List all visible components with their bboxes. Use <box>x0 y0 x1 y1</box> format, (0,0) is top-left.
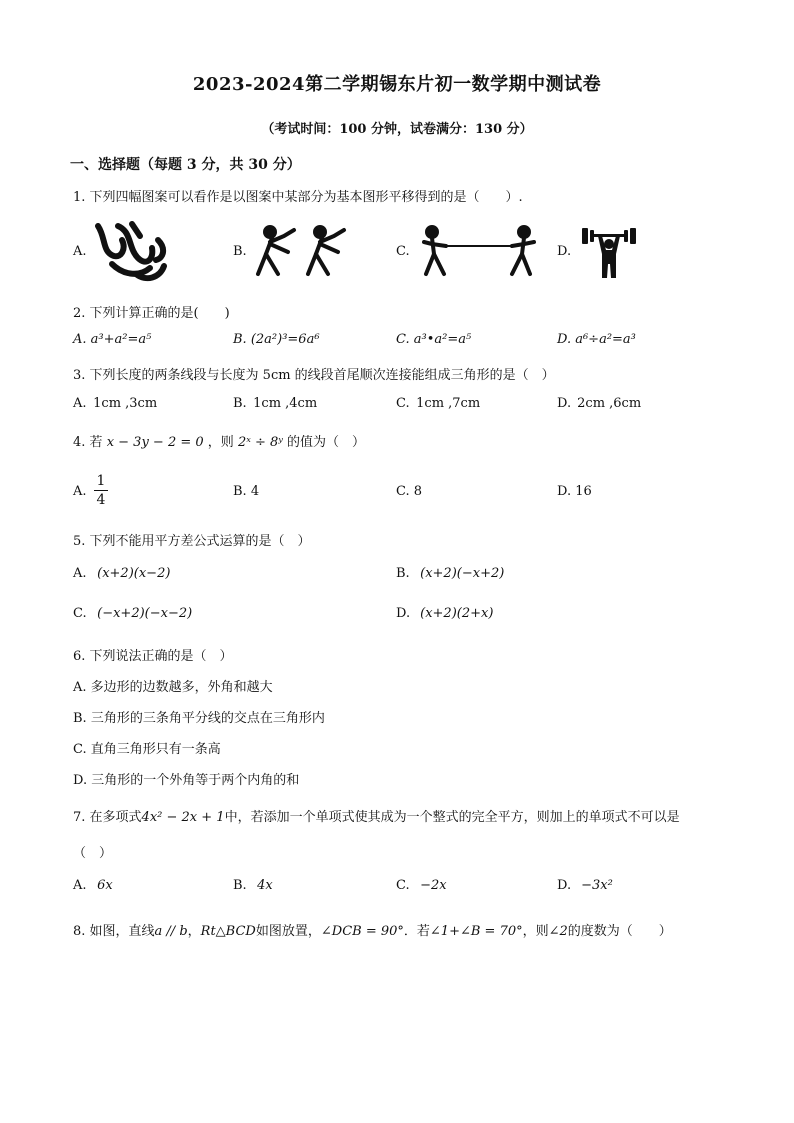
q7-option-c-expr: −2x <box>420 878 447 893</box>
q3-option-d <box>557 396 641 411</box>
q7-option-d-expr: −3x² <box>581 878 613 893</box>
q8-parallel-lines: a // b <box>154 924 188 939</box>
wave-pattern-icon <box>92 218 170 284</box>
q7-option-b <box>233 878 273 893</box>
q4-option-c-label: C. <box>396 484 410 499</box>
q7-option-a-label: A. <box>73 878 87 893</box>
q3-option-b <box>233 396 317 411</box>
q5-option-b-label: B. <box>396 566 410 581</box>
q6-option-b: B. 三角形的三条角平分线的交点在三角形内 <box>73 711 325 726</box>
q5-option-a-label: A. <box>73 566 87 581</box>
q5-option-d-label: D. <box>396 606 411 621</box>
q7-option-b-expr: 4x <box>257 878 273 893</box>
q3-option-b-label: B. <box>233 396 247 411</box>
fraction-denominator: 4 <box>96 492 106 508</box>
q7-option-c-label: C. <box>396 878 410 893</box>
q5-option-b-expr: (x+2)(−x+2) <box>420 566 505 581</box>
q3-option-a-text: 1cm ,3cm <box>93 396 158 411</box>
q5-option-c-label: C. <box>73 606 87 621</box>
q8-stem-suffix: 的度数为（ ） <box>567 924 672 939</box>
section-heading: 一、选择题（每题 3 分，共 30 分） <box>70 157 301 173</box>
q4-stem-prefix: 4. 若 <box>73 435 103 450</box>
q4-equation: x − 3y − 2 = 0 <box>106 435 204 450</box>
q8-angle-2: ∠2 <box>548 924 568 939</box>
q7-stem-prefix: 7. 在多项式 <box>73 810 142 825</box>
q4-option-c-text: 8 <box>413 484 423 499</box>
q5-option-a <box>73 566 170 581</box>
q4-option-a-label: A. <box>73 484 87 499</box>
q6-option-a: A. 多边形的边数越多，外角和越大 <box>73 680 273 695</box>
q3-option-c-label: C. <box>396 396 410 411</box>
q5-option-d <box>396 606 493 621</box>
q4-option-a-fraction <box>94 472 108 509</box>
q5-option-a-expr: (x+2)(x−2) <box>97 566 171 581</box>
q8-stem-mid-2: 如图放置， <box>255 924 321 939</box>
question-8-stem <box>73 920 672 939</box>
q4-option-b-label: B. <box>233 484 247 499</box>
question-2-stem: 2. 下列计算正确的是( ) <box>73 306 230 321</box>
q7-option-a <box>73 878 113 893</box>
q7-option-d-label: D. <box>557 878 572 893</box>
q6-option-d: D. 三角形的一个外角等于两个内角的和 <box>73 773 300 788</box>
q5-option-c-expr: (−x+2)(−x−2) <box>97 606 193 621</box>
q3-option-b-text: 1cm ,4cm <box>253 396 318 411</box>
q3-option-a-label: A. <box>73 396 87 411</box>
question-5-stem: 5. 下列不能用平方差公式运算的是（ ） <box>73 534 311 549</box>
question-6-stem: 6. 下列说法正确的是（ ） <box>73 649 233 664</box>
q4-option-b-text: 4 <box>250 484 260 499</box>
fraction-numerator: 1 <box>94 472 108 491</box>
q7-option-d <box>557 878 613 893</box>
q7-option-b-label: B. <box>233 878 247 893</box>
q2-option-a: A. a³+a²=a⁵ <box>73 332 152 347</box>
q3-option-c <box>396 396 480 411</box>
q8-stem-mid-4: ，则 <box>522 924 549 939</box>
q1-option-a-label: A. <box>73 244 87 259</box>
q4-option-b <box>233 484 259 499</box>
q7-stem-suffix: 中，若添加一个单项式使其成为一个整式的完全平方，则加上的单项式不可以是 <box>224 810 680 825</box>
q5-option-d-expr: (x+2)(2+x) <box>420 606 494 621</box>
question-4-stem <box>73 431 365 450</box>
q5-option-c <box>73 606 192 621</box>
weightlifter-icon <box>580 224 638 280</box>
q4-stem-suffix: 的值为（ ） <box>287 435 366 450</box>
q8-triangle: Rt△BCD <box>200 924 256 939</box>
q3-option-d-text: 2cm ,6cm <box>577 396 642 411</box>
q8-right-angle: ∠DCB = 90° <box>320 924 404 939</box>
q3-option-d-label: D. <box>557 396 572 411</box>
q2-option-c: C. a³•a²=a⁵ <box>396 332 472 347</box>
q1-option-d-label: D. <box>557 244 572 259</box>
q7-stem-continued: （ ） <box>73 846 113 861</box>
q8-angle-sum: ∠1+∠B = 70° <box>429 924 523 939</box>
q2-option-d: D. a⁶÷a²=a³ <box>557 332 636 347</box>
q4-stem-mid: ，则 <box>207 435 234 450</box>
q6-option-c: C. 直角三角形只有一条高 <box>73 742 221 757</box>
q4-option-c <box>396 484 422 499</box>
q7-polynomial: 4x² − 2x + 1 <box>141 810 225 825</box>
q4-option-d-label: D. <box>557 484 572 499</box>
exam-info: （考试时间：100 分钟，试卷满分：130 分） <box>261 122 533 137</box>
fencers-pattern-icon <box>254 222 358 280</box>
q1-option-b-label: B. <box>233 244 247 259</box>
q8-stem-mid-3: ．若 <box>403 924 430 939</box>
q8-stem-mid-1: ， <box>187 924 201 939</box>
page-title: 2023-2024第二学期锡东片初一数学期中测试卷 <box>192 74 602 95</box>
q4-option-d <box>557 484 592 499</box>
q3-option-c-text: 1cm ,7cm <box>416 396 481 411</box>
question-1-stem: 1. 下列四幅图案可以看作是以图案中某部分为基本图形平移得到的是（ ）. <box>73 190 523 205</box>
q2-option-b: B. (2a²)³=6a⁶ <box>233 332 320 347</box>
question-7-stem <box>73 806 680 825</box>
q8-stem-prefix: 8. 如图，直线 <box>73 924 155 939</box>
q5-option-b <box>396 566 504 581</box>
q1-option-c-label: C. <box>396 244 410 259</box>
question-3-stem: 3. 下列长度的两条线段与长度为 5cm 的线段首尾顺次连接能组成三角形的是（ ） <box>73 368 555 383</box>
q7-option-a-expr: 6x <box>97 878 113 893</box>
fencing-duel-icon <box>420 224 538 278</box>
q7-option-c <box>396 878 447 893</box>
q3-option-a <box>73 396 157 411</box>
q4-expression: 2ˣ ÷ 8ʸ <box>237 435 283 450</box>
q4-option-d-text: 16 <box>575 484 592 499</box>
